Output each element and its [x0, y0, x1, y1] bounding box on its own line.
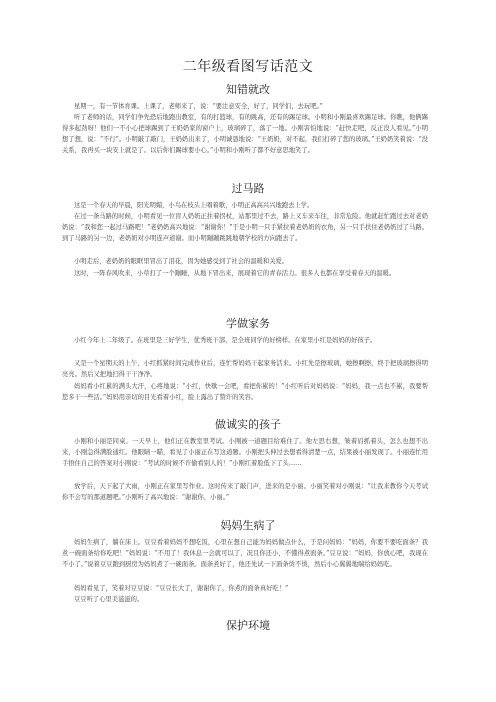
paragraph: 这是一个春天的早晨，阳光明媚，小鸟在枝头上唱着歌，小明正高高兴兴地跑去上学。 [74, 202, 314, 209]
section-title-huanjing: 保护环境 [226, 619, 270, 632]
section-title-chengshi: 做诚实的孩子 [215, 418, 281, 431]
paragraph: 这时，一阵春风吹来，小草打了一个蹦睡，从地下冒出来，展现着它的青春活力。很多人也都在享受着春天的温暖。 [74, 270, 396, 277]
paragraph: 妈妈生病了，躺在床上。豆豆看着妈妈不想吃饭，心里在想自己能为妈妈做点什么，于是问妈妈：“妈妈，你要不要吃面条？我煮一碗面条给你吃吧！”妈妈说：“不用了！我休息一会就可以了，况且你还小，不懂得煮面条。”豆豆说：“妈妈，你放心吧，我现在不小了。”说着豆豆跑到厨房为妈妈煮了一碗面条。面条煮好了，他还先试一下面条烫不烫，然后小心翼翼地端给妈妈吃。 [62, 539, 428, 568]
paragraph: 又是一个星期天的上午，小红抓紧时间完成作业后，连忙帮妈妈干起家务活来。小红先是擦玻璃，她擦啊擦，终于把玻璃擦得明亮亮。然后又把地扫得干干净净。 [62, 360, 428, 378]
document-title: 二年级看图写话范文 [182, 59, 314, 75]
paragraph: 小明走后，老奶奶的眼眶里冒出了泪花，因为她感受到了社会的温暖和关爱。 [74, 258, 289, 265]
paragraph: 在过一条马路的时候，小明看见一位盲人奶奶正拄着拐杖，站那里过不去，路上又车来车往，非常危险。他就赶忙跑过去对老奶奶说：“我和您一起过马路吧！”老奶奶高兴地说：“谢谢你！”于是小明一只手紧拉着老奶奶的衣角，另一只手扶住老奶奶过了马路。到了马路的另一边，老奶奶对小明连声道谢。而小明蹦蹦跳跳地朝学校的方向跑去了。 [62, 213, 428, 242]
section-title-shengbing: 妈妈生病了 [220, 519, 276, 532]
paragraph: 听了老师的话，同学们争先恐后地跑出教室，有的打篮球，有的跳高，还有的踢足球。小明和小刚最喜欢踢足球。你瞧，他俩踢得多起劲呀！他们一不小心把球踢到了王奶奶家的窗户上，玻璃碎了，落了一地。小刚害怕地说：“赶快走吧，反正没人看见。”小明想了想，说：“不行”。小明敲了敲门，王奶奶出来了，小明诚恳地说：“王奶奶，对不起，我们打碎了您的玻璃。”王奶奶笑着说：“没关系，我再买一块安上就是了。以后你们踢球要小心。”小明和小刚听了都不好意思地笑了。 [62, 114, 428, 154]
paragraph: 妈妈看小红累的满头大汗，心疼地说：“小红，快歇一会吧，看把你累的！”小红听后对妈妈说：“妈妈，我一点也不累，我要帮您多干一些活。”妈妈用亲切的目光看着小红，脸上露出了赞许的笑容。 [62, 383, 428, 401]
section-title-jiawu: 学做家务 [226, 317, 270, 330]
section-title-guomalu: 过马路 [231, 182, 265, 195]
paragraph: 豆豆听了心里美滋滋的。 [74, 596, 144, 603]
paragraph: 放学后，天下起了大雨，小刚正在家里写作业。这时传来了敲门声，进来的是小丽。小丽笑着对小刚说：“让我来教你今天考试你不会写的那道题吧。”小刚听了高兴地说：“谢谢你，小丽。” [62, 483, 428, 501]
paragraph: 星期一，有一节体育课。上课了，老师来了，说：“要注意安全，好了，同学们，去玩吧。” [74, 103, 323, 110]
paragraph: 小红今年上二年级了。在班里是三好学生，优秀班干部，是全班同学的好榜样。在家里小红是妈妈的好孩子。 [74, 337, 377, 344]
section-title-zhicuo: 知错就改 [226, 83, 270, 96]
paragraph: 妈妈看见了，笑着对豆豆说：“豆豆长大了，谢谢你了，你煮的面条真好吃！” [74, 585, 289, 592]
paragraph: 小刚和小丽是同桌。一天早上，他们正在教室里考试。小刚被一道题目给难住了。他左思右想，皱着眉抓着头，怎么也想不出来，小刚急得满脸通红。他眼睛一瞄，看见了小丽正在写这道题。小刚把头伸过去想看得清楚一点，结果被小丽发现了。小丽连忙用手捂住自己的答案对小刚说：“考试的时候不许偷看别人的！”小刚红着脸低下了头…… [62, 438, 428, 467]
